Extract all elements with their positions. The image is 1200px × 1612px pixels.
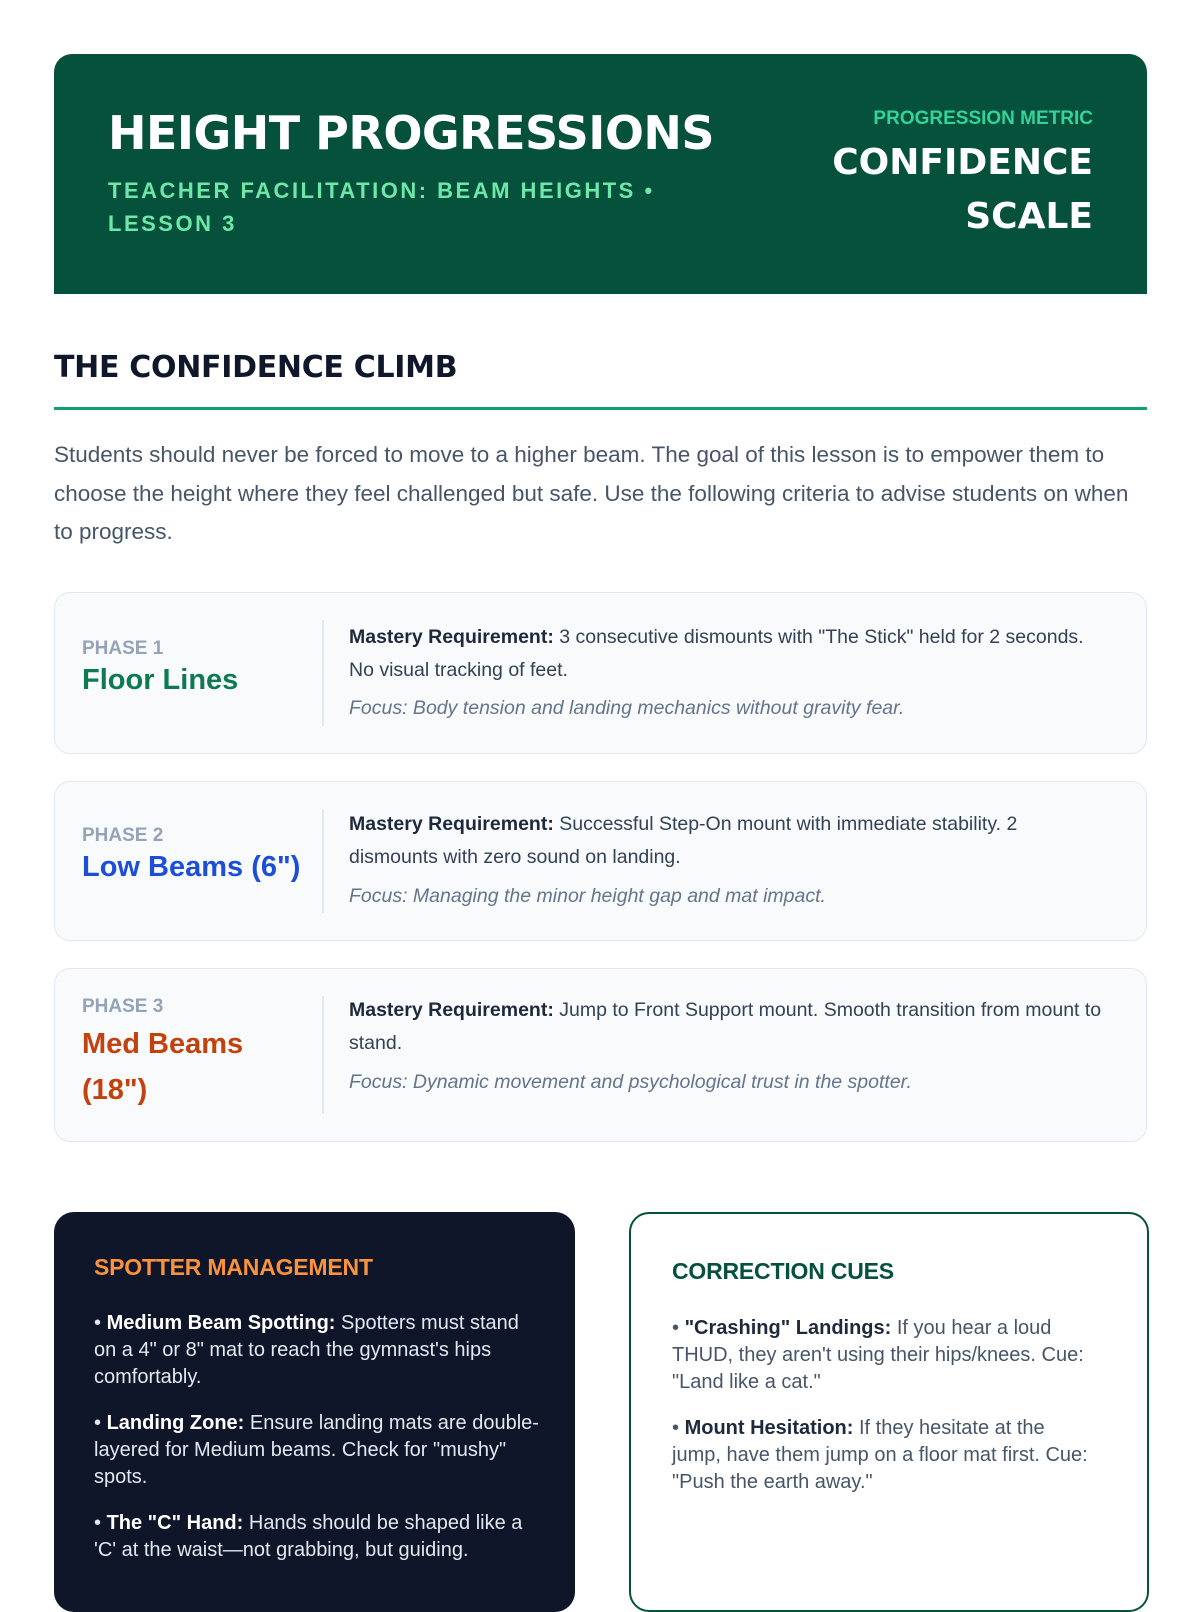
bullet-dot: • [672, 1317, 685, 1339]
spotter-management-card [54, 1212, 575, 1612]
mastery-requirement [349, 808, 1109, 874]
phase-number: PHASE 3 [82, 996, 164, 1017]
bullet-dot: • [94, 1512, 107, 1534]
phase-divider [322, 996, 324, 1114]
bullet-dot: • [94, 1312, 107, 1334]
item-label: Landing Zone: [106, 1412, 245, 1434]
mastery-requirement [349, 621, 1109, 687]
phase-focus: Focus: Body tension and landing mechanics without gravity fear. [349, 697, 905, 719]
phase-number: PHASE 1 [82, 638, 164, 659]
header-banner [54, 54, 1147, 294]
list-item [94, 1310, 544, 1391]
item-text: If you hear a loud THUD, they aren't using their hips/knees. Cue: "Land like a cat." [672, 1317, 1084, 1393]
phase-name: Med Beams (18") [82, 1028, 244, 1106]
metric-value: CONFIDENCE SCALE [832, 142, 1093, 237]
requirement-text: Successful Step-On mount with immediate stability. 2 dismounts with zero sound on landing. [349, 813, 1018, 868]
phase-divider [322, 620, 324, 726]
metric-label: PROGRESSION METRIC [873, 108, 1093, 129]
requirement-label: Mastery Requirement: [349, 626, 554, 648]
list-item [672, 1415, 1092, 1496]
item-text: Hands should be shaped like a 'C' at the waist—not grabbing, but guiding. [94, 1512, 523, 1561]
section-divider [54, 407, 1147, 410]
requirement-text: Jump to Front Support mount. Smooth transition from mount to stand. [349, 999, 1102, 1054]
section-title: THE CONFIDENCE CLIMB [54, 350, 458, 385]
phase-number: PHASE 2 [82, 825, 164, 846]
item-text: If they hesitate at the jump, have them jump on a floor mat first. Cue: "Push the earth away." [672, 1417, 1088, 1493]
item-text: Spotters must stand on a 4" or 8" mat to reach the gymnast's hips comfortably. [94, 1312, 519, 1388]
phase-name: Floor Lines [82, 664, 239, 696]
item-label: Medium Beam Spotting: [106, 1312, 336, 1334]
item-label: "Crashing" Landings: [684, 1317, 892, 1339]
bullet-dot: • [94, 1412, 107, 1434]
card-title: CORRECTION CUES [672, 1258, 894, 1284]
correction-cues-card [629, 1212, 1149, 1612]
intro-paragraph: Students should never be forced to move to a higher beam. The goal of this lesson is to empower them to choose the height where they feel challenged but safe. Use the following criteria to advise students on when to progress. [54, 442, 1129, 544]
phase-card-2 [54, 781, 1147, 941]
phase-card-1 [54, 592, 1147, 754]
bullet-dot: • [672, 1417, 685, 1439]
phase-name: Low Beams (6") [82, 851, 301, 883]
requirement-label: Mastery Requirement: [349, 813, 554, 835]
phase-focus: Focus: Dynamic movement and psychological trust in the spotter. [349, 1071, 912, 1093]
list-item [94, 1510, 544, 1564]
list-item [672, 1315, 1092, 1396]
item-label: Mount Hesitation: [684, 1417, 854, 1439]
phase-divider [322, 809, 324, 913]
requirement-label: Mastery Requirement: [349, 999, 554, 1021]
page-subtitle: TEACHER FACILITATION: BEAM HEIGHTS • LESSON 3 [108, 178, 655, 236]
phase-focus: Focus: Managing the minor height gap and mat impact. [349, 885, 826, 907]
requirement-text: 3 consecutive dismounts with "The Stick" held for 2 seconds. No visual tracking of feet. [349, 626, 1084, 681]
list-item [94, 1410, 544, 1491]
item-label: The "C" Hand: [106, 1512, 244, 1534]
item-text: Ensure landing mats are double-layered for Medium beams. Check for "mushy" spots. [94, 1412, 539, 1488]
card-title: SPOTTER MANAGEMENT [94, 1254, 373, 1280]
page-title: HEIGHT PROGRESSIONS [108, 106, 715, 160]
phase-card-3 [54, 968, 1147, 1142]
mastery-requirement [349, 994, 1109, 1060]
